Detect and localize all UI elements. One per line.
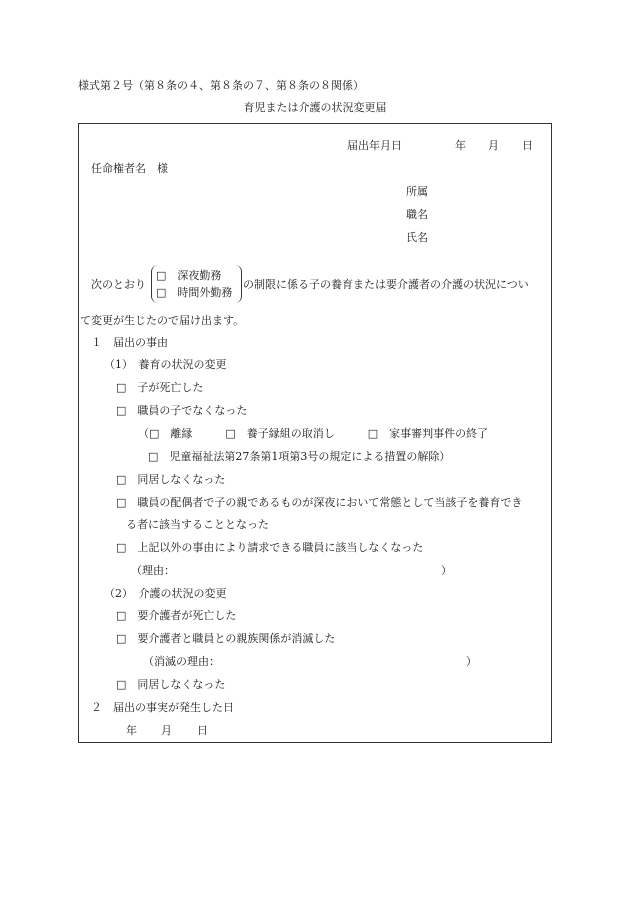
affiliation-label: 所属 bbox=[406, 185, 428, 198]
occurrence-day-label: 日 bbox=[197, 724, 208, 737]
checkbox-not-living-care[interactable]: □ 同居しなくなった bbox=[116, 678, 226, 691]
detail-line1[interactable]: （□ 離縁 □ 養子縁組の取消し □ 家事審判事件の終了 bbox=[138, 427, 489, 440]
date-label: 届出年月日 bbox=[347, 139, 402, 152]
form-number: 様式第２号（第８条の４、第８条の７、第８条の８関係） bbox=[78, 79, 364, 92]
reason-close: ） bbox=[441, 564, 452, 577]
checkbox-other-reason[interactable]: □ 上記以外の事由により請求できる職員に該当しなくなった bbox=[116, 541, 424, 554]
reason-open: （理由： bbox=[131, 564, 175, 577]
date-day-label: 日 bbox=[522, 139, 533, 152]
checkbox-not-child[interactable]: □ 職員の子でなくなった bbox=[116, 404, 248, 417]
checkbox-child-death[interactable]: □ 子が死亡した bbox=[116, 381, 204, 394]
lead-continued: て変更が生じたので届け出ます。 bbox=[80, 314, 245, 327]
occurrence-month-label: 月 bbox=[161, 724, 172, 737]
sub2-heading: （2） 介護の状況の変更 bbox=[104, 587, 227, 600]
spouse-care-continued: る者に該当することとなった bbox=[126, 518, 269, 531]
lead-prefix: 次のとおり bbox=[91, 278, 146, 291]
checkbox-overtime-work[interactable]: □ 時間外勤務 bbox=[156, 286, 233, 299]
checkbox-not-living-child[interactable]: □ 同居しなくなった bbox=[116, 473, 226, 486]
section1-heading: １ 届出の事由 bbox=[91, 336, 168, 349]
date-month-label: 月 bbox=[488, 139, 499, 152]
relation-reason-close: ） bbox=[466, 655, 477, 668]
addressee: 任命権者名 様 bbox=[91, 162, 168, 175]
sub1-heading: （1） 養育の状況の変更 bbox=[104, 358, 227, 371]
checkbox-relation-ended[interactable]: □ 要介護者と職員との親族関係が消滅した bbox=[116, 632, 336, 645]
page-title: 育児または介護の状況変更届 bbox=[243, 101, 387, 114]
relation-reason-open: （消滅の理由： bbox=[143, 655, 220, 668]
section2-heading: ２ 届出の事実が発生した日 bbox=[91, 701, 234, 714]
checkbox-spouse-care[interactable]: □ 職員の配偶者で子の親であるものが深夜において常態として当該子を養育でき bbox=[116, 496, 523, 509]
name-label: 氏名 bbox=[406, 231, 428, 244]
checkbox-night-work[interactable]: □ 深夜勤務 bbox=[156, 269, 222, 282]
checkbox-care-death[interactable]: □ 要介護者が死亡した bbox=[116, 609, 237, 622]
occurrence-year-label: 年 bbox=[126, 724, 137, 737]
position-label: 職名 bbox=[406, 208, 428, 221]
lead-suffix: の制限に係る子の養育または要介護者の介護の状況につい bbox=[243, 278, 529, 291]
detail-line2[interactable]: □ 児童福祉法第27条第1項第3号の規定による措置の解除） bbox=[148, 450, 451, 463]
date-year-label: 年 bbox=[455, 139, 466, 152]
